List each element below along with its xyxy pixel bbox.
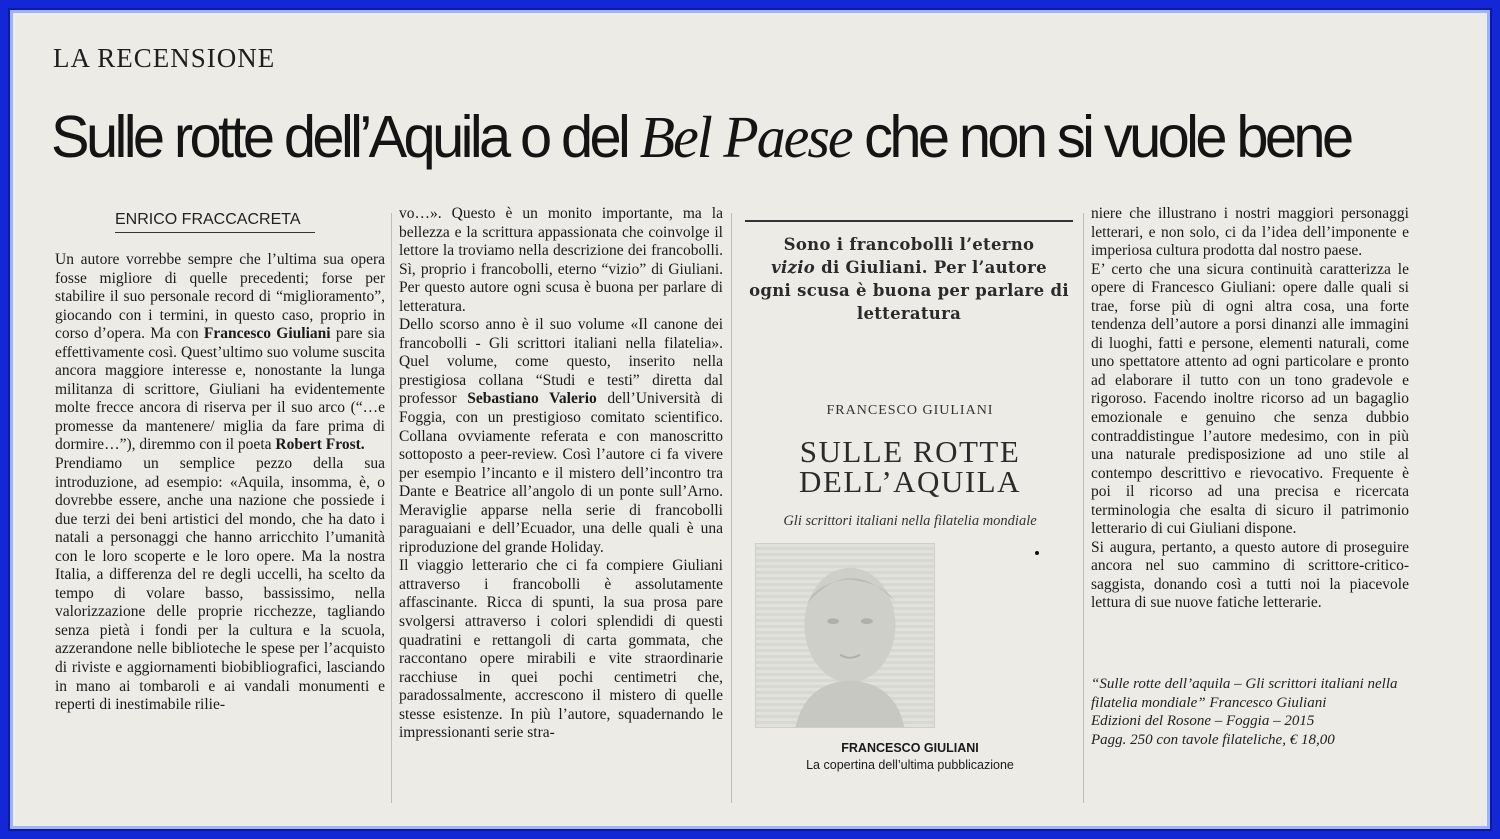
pullquote-line2: di Giuliani. Per l’autore ogni scusa è buona per parlare di letteratura (749, 258, 1069, 323)
col2-bold-name: Sebastiano Valerio (467, 390, 597, 408)
section-label: LA RECENSIONE (53, 43, 276, 73)
col2-text-b: dell’Università di Foggia, con un prestigioso comitato scientifico. Collana ovviamente referata e con manoscritto sottoposto a peer-review. Così l’autore ci fa vivere per esempio l’incanto e il mistero dell’incontro tra Dante e Beatrice all’angolo di un ponte sull’Arno. Meraviglie apparse nella serie di francobolli paraguaiani e dell’Ecuador, una delle quali è una riproduzione del grande Holiday. (399, 390, 723, 556)
biblio-title: “Sulle rotte dell’aquila – Gli scrittori italiani nella filatelia mondiale” Francesco Giuliani (1091, 676, 1398, 711)
pullquote-line1: Sono i francobolli l’eterno (783, 235, 1035, 254)
pullquote-rule (745, 220, 1073, 222)
col2-paragraph-2 (399, 316, 723, 557)
caption-text: La copertina dell’ultima pubblicazione (806, 758, 1014, 772)
biblio-publisher: Edizioni del Rosone – Foggia – 2015 (1091, 713, 1315, 729)
ink-dot (1035, 551, 1039, 555)
col4-paragraph-2: E’ certo che una sicura continuità caratterizza le opere di Francesco Giuliani: opere dalle quali si trae, forse più di ogni altra cosa, una forte tendenza dell’autore a porsi dinanzi alle immagini di luoghi, fatti e persone, elementi naturali, come uno spettatore attento ad ogni particolare e pronto ad elaborare il tutto con un tono gradevole e rigoroso. Facendo inoltre ricorso ad un bagaglio emozionale e genuino che senza dubbio contraddistingue l’autore medesimo, con in più una naturale predisposizione ad uno stile al contempo descrittivo e rievocativo. Frequente è poi il ricorso ad una precisa e ricercata terminologia che esalta di sicuro il patrimonio letterario di cui Giuliani dispone. (1091, 260, 1409, 538)
article-column-1 (55, 251, 385, 811)
headline-part2: che non si vuole bene (851, 104, 1351, 170)
col1-text-a: Un autore vorrebbe sempre che l’ultima sua opera fosse migliore di quelle precedenti; forse per stabilire il suo personale record di “miglioramento”, giocando con i termini, in questo caso, proprio in corso d’opera. Ma con (55, 251, 385, 343)
byline: ENRICO FRACCACRETA (115, 211, 315, 233)
article-column-4 (1091, 205, 1409, 675)
pullquote-italic: vizio (771, 258, 816, 277)
col2-paragraph-3: Il viaggio letterario che ci fa compiere Giuliani attraverso i francobolli è assolutamente affascinante. Ricca di spunti, la sua prosa pare svolgersi attraverso i colori splendidi di questi quadratini e rettangoli di carta gommata, che raccontano opere mirabili e vite straordinarie racchiuse in quei pochi centimetri che, paradossalmente, accrescono il mistero di quelle stesse esistenze. In più l’autore, squadernando le impressionanti serie stra- (399, 557, 723, 742)
col4-paragraph-1: niere che illustrano i nostri maggiori personaggi letterari, e non solo, ci da l’idea dell’imponente e imperiosa cultura prodotta dal nostro paese. (1091, 205, 1409, 260)
col1-paragraph-1 (55, 251, 385, 455)
book-author: FRANCESCO GIULIANI (826, 403, 994, 418)
col1-paragraph-2: Prendiamo un semplice pezzo della sua introduzione, ad esempio: «Aquila, insomma, è, o dovrebbe essere, anche una nazione che possiede i due terzi dei beni artistici del mondo, che ha dato i natali a personaggi che hanno arricchito l’umanità con le loro scoperte e le loro opere. Ma la nostra Italia, a differenza del re degli uccelli, ha scelto da tempo di volare basso, bassissimo, nella valorizzazione delle proprie ricchezze, tagliando senza pietà i fondi per la cultura e la scuola, azzerandone nelle biblioteche le spese per l’acquisto di riviste e aggiornamenti biobibliografici, lasciando in mano ai tombaroli e ai vandali monumenti e reperti di inestimabile rilie- (55, 455, 385, 714)
col2-paragraph-1: vo…». Questo è un monito importante, ma la bellezza e la scrittura appassionata che coinvolge il lettore la troviamo nella descrizione dei francobolli. Sì, proprio i francobolli, eterno “vizio” di Giuliani. Per questo autore ogni scusa è buona per parlare di letteratura. (399, 205, 723, 315)
column-divider (1083, 213, 1084, 803)
article-column-2 (399, 205, 723, 785)
pullquote (748, 233, 1070, 325)
book-title-line2: DELL’AQUILA (799, 464, 1021, 499)
book-title (745, 434, 1075, 499)
headline-part1: Sulle rotte dell’Aquila o del (51, 104, 640, 170)
headline (51, 104, 1423, 170)
bibliographic-info (1091, 675, 1411, 749)
col2-text-a: Dello scorso anno è il suo volume «Il canone dei francobolli - Gli scrittori italiani nella filatelia». Quel volume, come questo, inserito nella prestigiosa collana “Studi e testi” diretta dal professor (399, 316, 723, 408)
col4-paragraph-3: Si augura, pertanto, a questo autore di proseguire ancora nel suo cammino di scrittore-critico-saggista, donando così a tutti noi la piacevole lettura di sue nuove fatiche letterarie. (1091, 538, 1409, 612)
portrait-icon (756, 544, 934, 727)
column-divider (731, 213, 732, 803)
col1-bold-poet: Robert Frost. (275, 436, 365, 454)
book-title-line1: SULLE ROTTE (799, 434, 1021, 469)
newspaper-clipping (10, 10, 1490, 829)
col1-text-b: pare sia effettivamente così. Quest’ultimo suo volume suscita ancora maggiore interesse e, nonostante la lunga militanza di scrittore, Giuliani ha evidentemente molte frecce ancora di riserva per il suo arco (“…e promesse da mantenere/ miglia da fare prima di dormire…”), diremmo con il poeta (55, 325, 385, 454)
stamp-portrait-image (755, 543, 935, 728)
caption-name: FRANCESCO GIULIANI (841, 741, 979, 755)
book-subtitle: Gli scrittori italiani nella filatelia mondiale (783, 513, 1037, 529)
column-divider (391, 213, 392, 803)
biblio-pages-price: Pagg. 250 con tavole filateliche, € 18,00 (1091, 731, 1335, 748)
book-cover (745, 393, 1075, 753)
col1-bold-name: Francesco Giuliani (203, 325, 331, 343)
headline-italic: Bel Paese (639, 104, 852, 170)
